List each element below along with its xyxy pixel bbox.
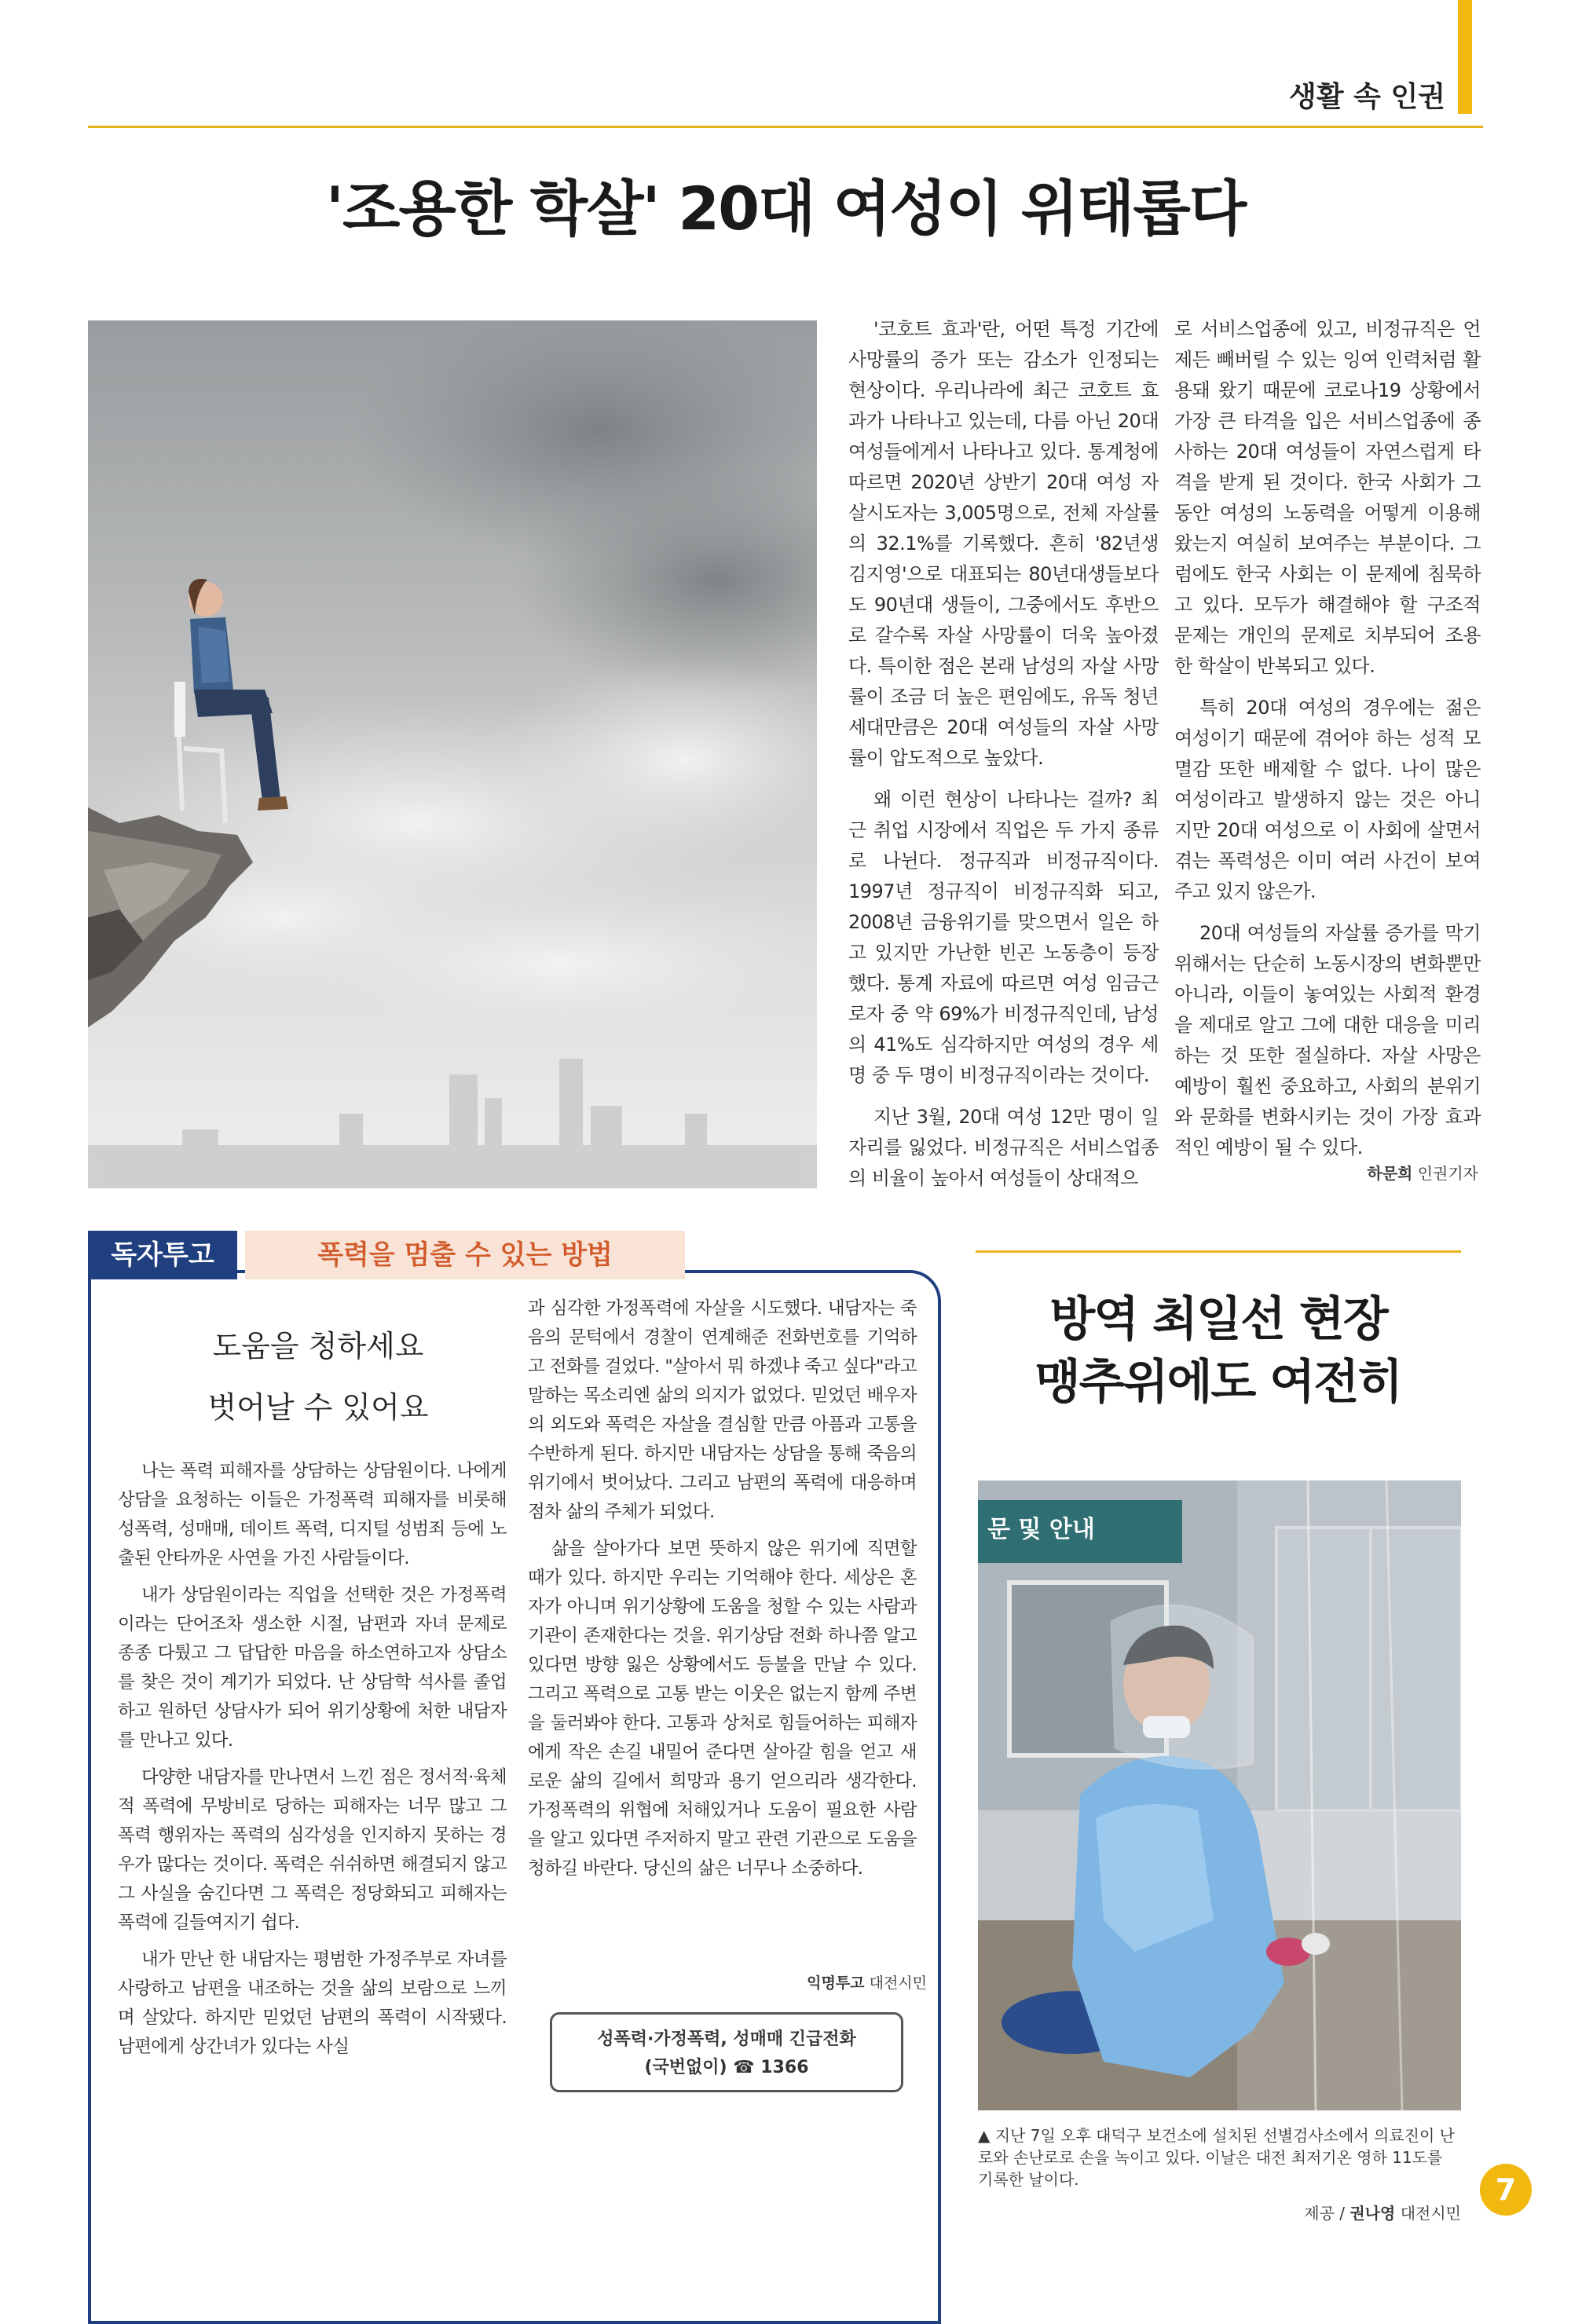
reader-paragraph: 다양한 내담자를 만나면서 느낀 점은 정서적·육체적 폭력에 무방비로 당하는 피해자는 너무 많고 그 폭력 행위자는 폭력의 심각성을 인지하지 못하는 경우가 많다는 것이다. 폭력은 쉬쉬하면 해결되지 않고 그 사실을 숨긴다면 그 폭력은 정당화되고 피해자는 폭력에 길들여지기 쉽다. [118, 1767, 507, 1933]
reader-byline-role: 대전시민 [864, 1974, 927, 1992]
article-paragraph: 왜 이런 현상이 나타나는 걸까? 최근 취업 시장에서 직업은 두 가지 종류로 나뉜다. 정규직과 비정규직이다. 1997년 정규직이 비정규직화 되고, 2008년 금융위기를 맞으면서 일은 하고 있지만 가난한 빈곤 노동층이 등장했다. 통계 자료에 따르면 여성 임금근로자 중 약 69%가 비정규직인데, 남성의 41%도 심각하지만 여성의 경우 세 명 중 두 명이 비정규직이라는 것이다. [848, 789, 1159, 1086]
reader-paragraph: 나는 폭력 피해자를 상담하는 상담원이다. 나에게 상담을 요청하는 이들은 가정폭력 피해자를 비롯해 성폭력, 성매매, 데이트 폭력, 디지털 성범죄 등에 노출된 안타까운 사연을 가진 사람들이다. [118, 1461, 507, 1568]
reader-byline [528, 1971, 927, 1993]
reader-paragraph: 내가 상담원이라는 직업을 선택한 것은 가정폭력이라는 단어조차 생소한 시절, 남편과 자녀 문제로 종종 다퉜고 그 답답한 마음을 하소연하고자 상담소를 찾은 것이 계기가 되었다. 난 상담학 석사를 졸업하고 원하던 상담사가 되어 위기상황에 처한 내담자를 만나고 있다. [118, 1585, 507, 1751]
photo-credit [1304, 2201, 1461, 2223]
byline-role: 인권기자 [1412, 1164, 1478, 1183]
booth-sign-text: 문 및 안내 [987, 1516, 1095, 1543]
side-headline [976, 1288, 1461, 1414]
hotline-box [550, 2012, 903, 2092]
top-accent-bar [1458, 0, 1472, 114]
reader-paragraph: 내가 만난 한 내담자는 평범한 가정주부로 자녀를 사랑하고 남편을 내조하는 것을 삶의 보람으로 느끼며 살았다. 하지만 믿었던 남편의 폭력이 시작됐다. 남편에게 상간녀가 있다는 사실 [118, 1949, 507, 2057]
reader-paragraph: 과 심각한 가정폭력에 자살을 시도했다. 내담자는 죽음의 문턱에서 경찰이 연계해준 전화번호를 기억하고 전화를 걸었다. "살아서 뭐 하겠냐 죽고 싶다"라고 말하는 목소리엔 삶의 의지가 없었다. 믿었던 배우자의 외도와 폭력은 자살을 결심할 만큼 아픔과 고통을 수반하게 된다. 하지만 내담자는 상담을 통해 죽음의 위기에서 벗어났다. 그리고 남편의 폭력에 대응하며 점차 삶의 주체가 되었다. [528, 1298, 917, 1522]
reader-column-2 [528, 1294, 917, 1891]
side-rule [976, 1250, 1461, 1253]
article-paragraph: 20대 여성들의 자살률 증가를 막기 위해서는 단순히 노동시장의 변화뿐만 아니라, 이들이 놓여있는 사회적 환경을 제대로 알고 그에 대한 대응을 미리 하는 것 또한 절실하다. 자살 사망은 예방이 훨씬 중요하고, 사회의 분위기와 문화를 변화시키는 것이 가장 효과적인 예방이 될 수 있다. [1174, 922, 1481, 1158]
side-headline-line-2: 맹추위에도 여전히 [1035, 1355, 1402, 1410]
byline-name: 하문희 [1367, 1164, 1413, 1183]
credit-prefix: 제공 / [1304, 2204, 1350, 2223]
medical-worker-photo [978, 1480, 1461, 2110]
reader-headline-line-1: 도움을 청하세요 [212, 1329, 424, 1363]
reader-column-1 [118, 1457, 507, 2070]
hotline-title: 성폭력·가정폭력, 성매매 긴급전화 [597, 2029, 856, 2049]
hero-image [88, 320, 817, 1188]
article-column-1 [848, 314, 1159, 1205]
reader-subtitle: 폭력을 멈출 수 있는 방법 [245, 1231, 685, 1279]
article-paragraph: 특히 20대 여성의 경우에는 젊은 여성이기 때문에 겪어야 하는 성적 모멸감 또한 배제할 수 없다. 나이 많은 여성이라고 발생하지 않는 것은 아니지만 20대 여성으로 이 사회에 살면서 겪는 폭력성은 이미 여러 사건이 보여주고 있지 않은가. [1174, 697, 1481, 902]
side-headline-line-1: 방역 최일선 현장 [1049, 1292, 1387, 1347]
reader-headline-line-2: 벗어날 수 있어요 [207, 1390, 429, 1425]
article-paragraph: 지난 3월, 20대 여성 12만 명이 일자리를 잃었다. 비정규직은 서비스업종의 비율이 높아서 여성들이 상대적으 [848, 1106, 1159, 1189]
page-title: '조용한 학살' 20대 여성이 위태롭다 [325, 174, 1246, 243]
article-paragraph: 로 서비스업종에 있고, 비정규직은 언제든 빼버릴 수 있는 잉여 인력처럼 활용돼 왔기 때문에 코로나19 상황에서 가장 큰 타격을 입은 서비스업종에 종사하는 20대 여성들이 자연스럽게 타격을 받게 된 것이다. 한국 사회가 그동안 여성의 노동력을 어떻게 이용해 왔는지 여실히 보여주는 부분이다. 그럼에도 한국 사회는 이 문제에 침묵하고 있다. 모두가 해결해야 할 구조적 문제는 개인의 문제로 치부되어 조용한 학살이 반복되고 있다. [1174, 318, 1481, 677]
hotline-number: (국번없이) ☎ 1366 [644, 2058, 809, 2077]
reader-byline-name: 익명투고 [807, 1974, 865, 1992]
page-number: 7 [1480, 2164, 1532, 2216]
credit-name: 권나영 [1349, 2204, 1396, 2223]
section-label: 생활 속 인권 [1289, 81, 1445, 113]
reader-headline [118, 1316, 518, 1438]
credit-role: 대전시민 [1395, 2204, 1461, 2223]
article-column-2 [1174, 314, 1481, 1174]
reader-paragraph: 삶을 살아가다 보면 뜻하지 않은 위기에 직면할 때가 있다. 하지만 우리는 기억해야 한다. 세상은 혼자가 아니며 위기상황에 도움을 청할 수 있는 사람과 기관이 존재한다는 것을. 위기상담 전화 하나쯤 알고 있다면 방향 잃은 상황에서도 등불을 만날 수 있다. 그리고 폭력으로 고통 받는 이웃은 없는지 함께 주변을 둘러봐야 한다. 고통과 상처로 힘들어하는 피해자에게 작은 손길 내밀어 준다면 살아갈 힘을 얻고 새로운 삶의 길에서 희망과 용기 얻으리라 생각한다. 가정폭력의 위협에 처해있거나 도움이 필요한 사람을 알고 있다면 주저하지 말고 관련 기관으로 도움을 청하길 바란다. 당신의 삶은 너무나 소중하다. [528, 1539, 917, 1879]
photo-caption: ▲ 지난 7일 오후 대덕구 보건소에 설치된 선별검사소에서 의료진이 난로와 손난로로 손을 녹이고 있다. 이날은 대전 최저기온 영하 11도를 기록한 날이다. [978, 2126, 1455, 2189]
reader-tag: 독자투고 [88, 1231, 237, 1279]
article-byline [1367, 1161, 1478, 1184]
header-rule [88, 126, 1483, 128]
article-paragraph: '코호트 효과'란, 어떤 특정 기간에 사망률의 증가 또는 감소가 인정되는 현상이다. 우리나라에 최근 코호트 효과가 나타나고 있는데, 다름 아닌 20대 여성들에게서 나타나고 있다. 통계청에 따르면 2020년 상반기 20대 여성 자살시도자는 3,005명으로, 전체 자살률의 32.1%를 기록했다. 흔히 '82년생 김지영'으로 대표되는 80년대생들보다도 90년대 생들이, 그중에서도 후반으로 갈수록 자살 사망률이 더욱 높아졌다. 특이한 점은 본래 남성의 자살 사망률이 조금 더 높은 편임에도, 유독 청년 세대만큼은 20대 여성들의 자살 사망률이 압도적으로 높았다. [848, 318, 1159, 769]
